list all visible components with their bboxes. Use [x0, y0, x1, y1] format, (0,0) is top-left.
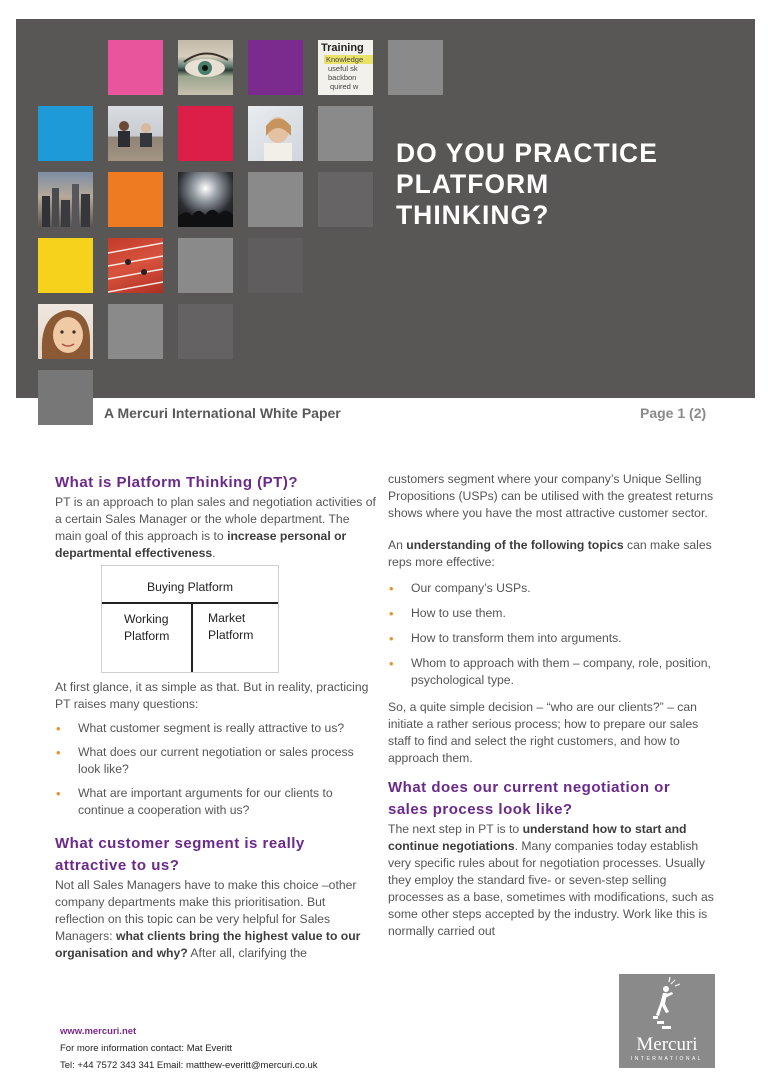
page-title: DO YOU PRACTICE PLATFORM THINKING?: [396, 138, 658, 230]
diagram-divider: [102, 602, 278, 604]
list-item: • Whom to approach with them – company, role, position, psychological type.: [388, 655, 714, 689]
list-item: • How to transform them into arguments.: [388, 630, 714, 647]
mercuri-logo: [619, 974, 715, 1068]
paragraph: An understanding of the following topics can make sales reps more effective:: [388, 538, 712, 569]
face-icon: [38, 304, 93, 359]
section-heading: What does our current negotiation or sales process look like?: [388, 779, 671, 818]
eye-icon: [178, 40, 233, 95]
tile-gray: [318, 106, 373, 161]
left-column-lower: [55, 679, 375, 962]
photo-meeting: [108, 106, 163, 161]
photo-crowd: [178, 172, 233, 227]
tile-gray: [248, 172, 303, 227]
photo-word: Knowledge: [324, 55, 373, 64]
section-heading: What is Platform Thinking (PT)?: [55, 474, 298, 491]
paragraph: The next step in PT is to understand how to start and continue negotiations. Many companies today establish very specific rules about for negotiation processes. Usually they employ the standard five- or seven-step selling processes as a base, sometimes with modifications, such as some other steps accepted by the industry. Work like this is normally carried out: [388, 822, 714, 938]
diagram-label-market: Market Platform: [208, 611, 254, 642]
footer: [60, 1023, 318, 1074]
tile-dark: [178, 304, 233, 359]
tile-purple: [248, 40, 303, 95]
tile-orange: [108, 172, 163, 227]
logo-subtitle: INTERNATIONAL: [630, 1056, 704, 1062]
paragraph: At first glance, it as simple as that. But in reality, practicing PT raises many questions:: [55, 680, 369, 711]
photo-word: useful sk: [328, 64, 358, 73]
diagram-divider: [191, 602, 193, 672]
photo-word: Training: [321, 42, 364, 54]
list-item: • What are important arguments for our clients to continue a cooperation with us?: [55, 785, 375, 819]
paragraph: Not all Sales Managers have to make this choice –other company departments make this prioritisation. But reflection on this topic can be very helpful for Sales Managers: what clients bring the highest value to our organisation and why? After all, clarifying the: [55, 878, 361, 960]
tile-gray: [178, 238, 233, 293]
paragraph: PT is an approach to plan sales and negotiation activities of a certain Sales Manager or the whole department. The main goal of this approach is to increase personal or departmental effectiveness.: [55, 495, 376, 560]
tile-gray: [108, 304, 163, 359]
photo-city: [38, 172, 93, 227]
tile-red: [178, 106, 233, 161]
paragraph: So, a quite simple decision – “who are our clients?” – can initiate a rather serious process; how to prepare our sales staff to find and select the right customers, and how to approach them.: [388, 700, 699, 765]
page-number: Page 1 (2): [640, 405, 707, 421]
tile-yellow: [38, 238, 93, 293]
tile-dark: [318, 172, 373, 227]
list-item: • How to use them.: [388, 605, 714, 622]
topic-list: [388, 580, 714, 689]
list-item: • What does our current negotiation or sales process look like?: [55, 744, 375, 778]
paragraph: customers segment where your company’s Unique Selling Propositions (USPs) can be utilised with the greatest returns shows where you have the most attractive customer sector.: [388, 472, 714, 520]
question-list: [55, 720, 375, 819]
photo-word: quired w: [330, 82, 359, 91]
tile-gray: [38, 370, 93, 425]
paper-subtitle: A Mercuri International White Paper: [104, 405, 341, 421]
people-icon: [108, 106, 163, 161]
photo-training: [318, 40, 373, 95]
diagram-label-working: Working Platform: [124, 612, 170, 643]
list-item: • Our company’s USPs.: [388, 580, 714, 597]
diagram-label-buying: Buying Platform: [146, 580, 234, 594]
running-figure-icon: [619, 974, 715, 1034]
tile-dark: [248, 238, 303, 293]
left-column: [55, 472, 377, 562]
photo-word: backbon: [328, 73, 357, 82]
tile-pink: [108, 40, 163, 95]
photo-track: [108, 238, 163, 293]
platform-diagram: [101, 565, 279, 673]
logo-name: Mercuri: [636, 1034, 698, 1055]
list-item: • What customer segment is really attractive to us?: [55, 720, 375, 737]
contact-line: For more information contact: Mat Everitt: [60, 1043, 233, 1054]
crowd-icon: [178, 172, 233, 227]
website-link[interactable]: www.mercuri.net: [60, 1026, 137, 1037]
track-icon: [108, 238, 163, 293]
tel-email-line: Tel: +44 7572 343 341 Email: matthew-everitt@mercuri.co.uk: [60, 1060, 318, 1071]
right-column: [388, 471, 714, 940]
tile-gray: [388, 40, 443, 95]
photo-eye: [178, 40, 233, 95]
photo-woman-portrait: [38, 304, 93, 359]
person-icon: [248, 106, 303, 161]
tile-blue: [38, 106, 93, 161]
city-icon: [38, 172, 93, 227]
photo-woman-thinking: [248, 106, 303, 161]
section-heading: What customer segment is really attractive to us?: [55, 835, 305, 874]
